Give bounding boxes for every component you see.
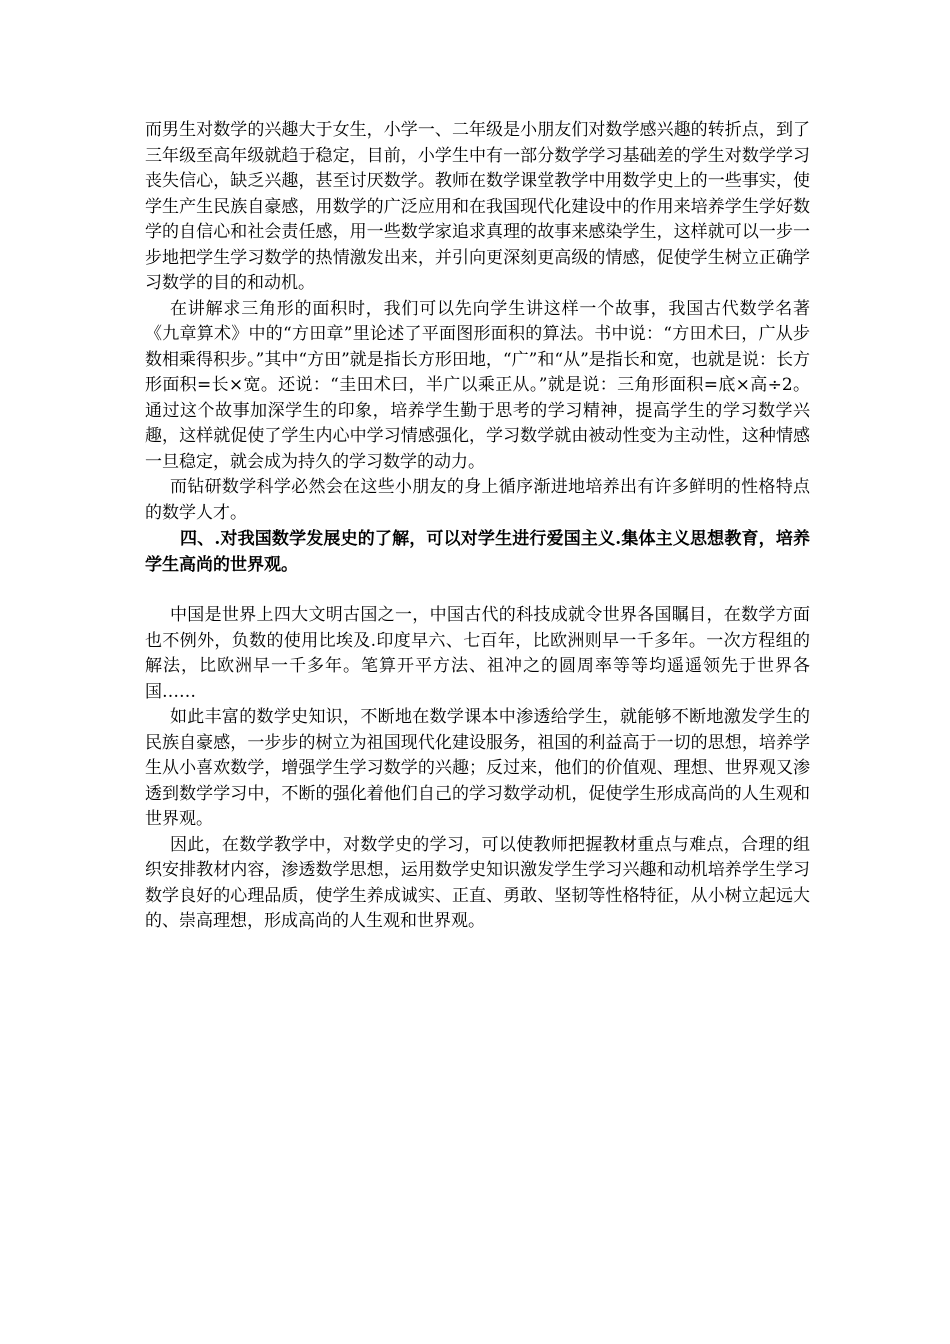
paragraph-ancient-china: 中国是世界上四大文明古国之一，中国古代的科技成就令世界各国瞩目，在数学方面也不例外，负数的使用比埃及.印度早六、七百年，比欧洲则早一千多年。一次方程组的解法，比欧洲早一千多年。笔算开平方法、祖冲之的圆周率等等均遥遥领先于世界各国…… (145, 605, 810, 702)
paragraph-math-talent: 而钻研数学科学必然会在这些小朋友的身上循序渐进地培养出有许多鲜明的性格特点的数学人才。 (145, 477, 810, 523)
section-heading-four: 四、.对我国数学发展史的了解，可以对学生进行爱国主义.集体主义思想教育，培养学生高尚的世界观。 (145, 529, 810, 575)
paragraph-interest-continuation: 而男生对数学的兴趣大于女生，小学一、二年级是小朋友们对数学感兴趣的转折点，到了三年级至高年级就趋于稳定，目前，小学生中有一部分数学学习基础差的学生对数学学习丧失信心，缺乏兴趣，甚至讨厌数学。教师在数学课堂教学中用数学史上的一些事实，使学生产生民族自豪感，用数学的广泛应用和在我国现代化建设中的作用来培养学生学好数学的自信心和社会责任感，用一些数学家追求真理的故事来感染学生，这样就可以一步一步地把学生学习数学的热情激发出来，并引向更深刻更高级的情感，促使学生树立正确学习数学的目的和动机。 (145, 120, 810, 293)
paragraph-national-pride: 如此丰富的数学史知识，不断地在数学课本中渗透给学生，就能够不断地激发学生的民族自豪感，一步步的树立为祖国现代化建设服务，祖国的利益高于一切的思想，培养学生从小喜欢数学，增强学生学习数学的兴趣；反过来，他们的价值观、理想、世界观又渗透到数学学习中，不断的强化着他们自己的学习数学动机，促使学生形成高尚的人生观和世界观。 (145, 707, 810, 829)
document-page (145, 118, 810, 935)
section-spacer (145, 578, 810, 603)
paragraph-conclusion: 因此，在数学教学中，对数学史的学习，可以使教师把握教材重点与难点，合理的组织安排教材内容，渗透数学思想，运用数学史知识激发学生学习兴趣和动机培养学生学习数学良好的心理品质，使学生养成诚实、正直、勇敢、坚韧等性格特征，从小树立起远大的、崇高理想，形成高尚的人生观和世界观。 (145, 834, 810, 931)
paragraph-triangle-area-story: 在讲解求三角形的面积时，我们可以先向学生讲这样一个故事，我国古代数学名著《九章算术》中的“方田章”里论述了平面图形面积的算法。书中说：“方田术曰，广从步数相乘得积步。”其中“方田”就是指长方形田地，“广”和“从”是指长和宽，也就是说：长方形面积=长×宽。还说：“圭田术曰，半广以乘正从。”就是说：三角形面积=底×高÷2。通过这个故事加深学生的印象，培养学生勤于思考的学习精神，提高学生的学习数学兴趣，这样就促使了学生内心中学习情感强化，学习数学就由被动性变为主动性，这种情感一旦稳定，就会成为持久的学习数学的动力。 (145, 298, 810, 472)
